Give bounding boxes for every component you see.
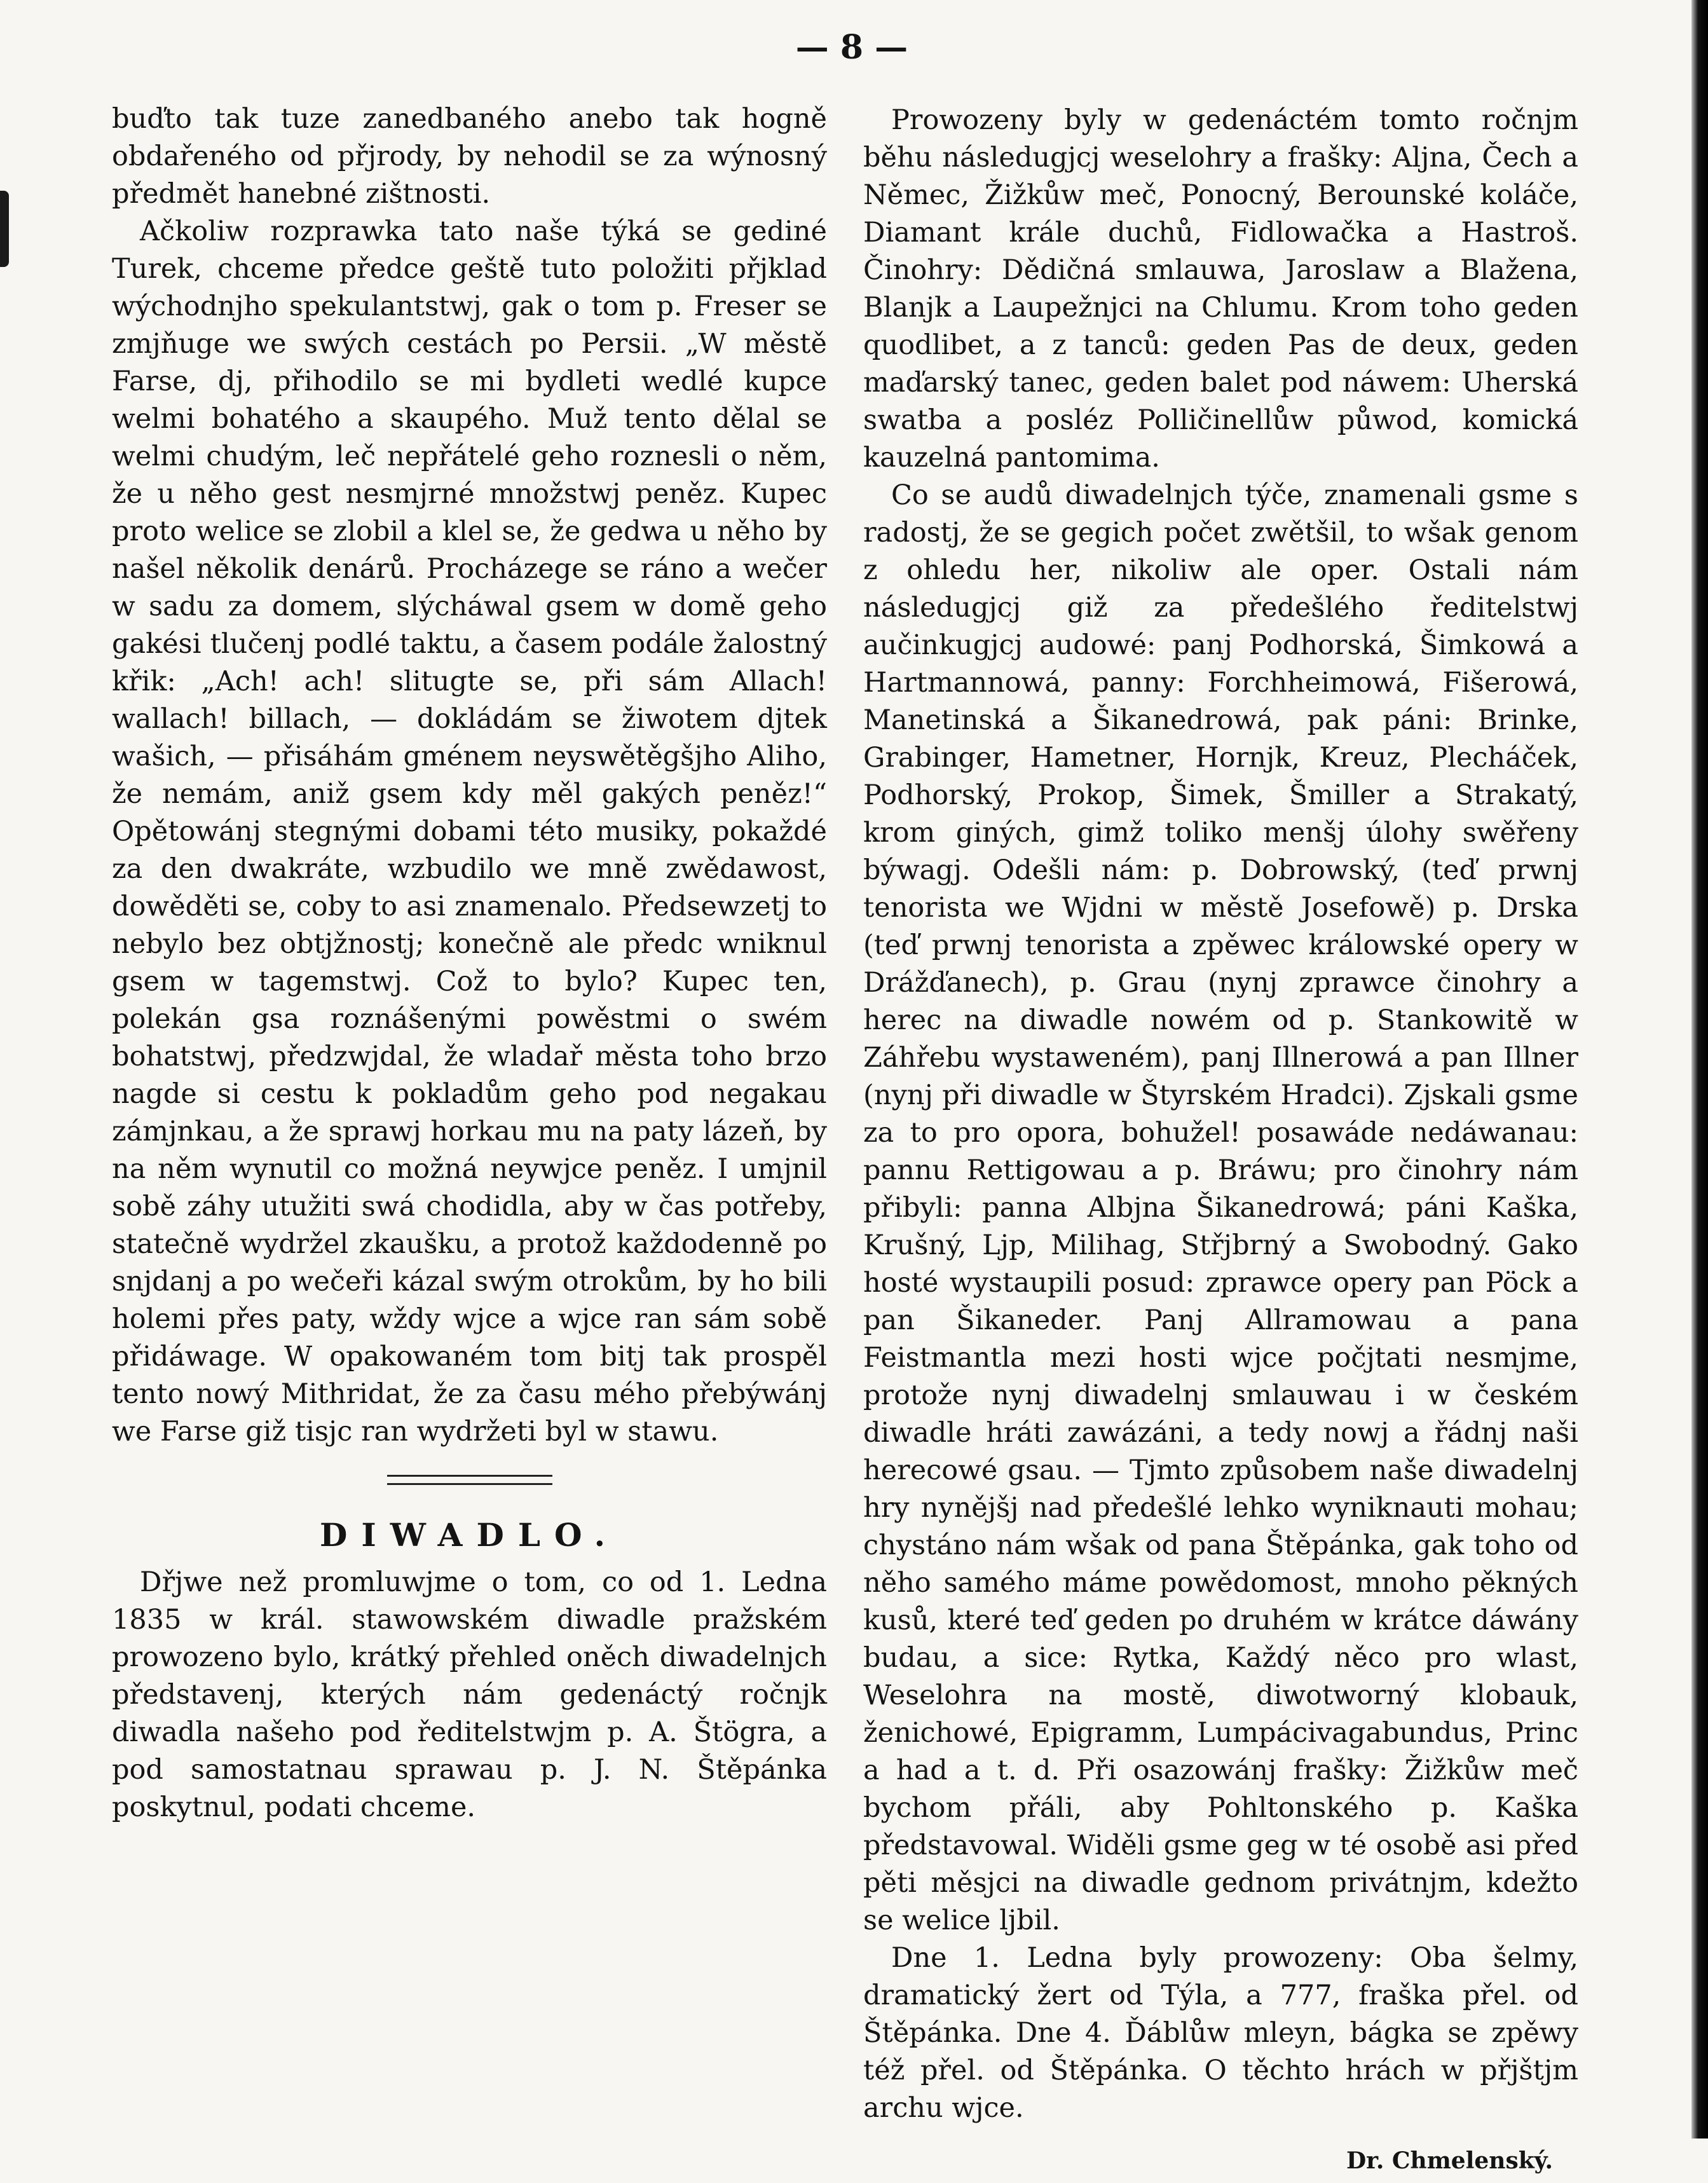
left-paragraph-1: buďto tak tuze zanedbaného anebo tak hogně obdařeného od přjrody, by nehodil se za wýnosný předmět hanebné zištnosti. — [112, 103, 827, 210]
left-column — [112, 100, 827, 1826]
right-paragraph-2: Co se audů diwadelnjch týče, znamenali gsme s radostj, že se gegich počet zwětšil, to wšak genom z ohledu her, nikoliw ale oper. Ostali nám následugjcj giž za předešlého ředitelstwj aučinkugjcj audowé: panj Podhorská, Šimkowá a Hartmannowá, panny: Forchheimowá, Fišerowá, Manetinská a Šikanedrowá, pak páni: Brinke, Grabinger, Hametner, Hornjk, Kreuz, Plecháček, Podhorský, Prokop, Šimek, Šmiller a Strakatý, krom giných, gimž toliko menšj úlohy swěřeny býwagj. Odešli nám: p. Dobrowský, (teď prwnj tenorista we Wjdni w městě Josefowě) p. Drska (teď prwnj tenorista a zpěwec králowské opery w Drážďanech), p. Grau (nynj zprawce činohry a herec na diwadle nowém od p. Stankowitě w Záhřebu wystaweném), panj Illnerowá a pan Illner (nynj při diwadle w Štyrském Hradci). Zjskali gsme za to pro opora, bohužel! posawáde nedáwanau: pannu Rettigowau a p. Bráwu; pro činohry nám přibyli: panna Albjna Šikanedrowá; páni Kaška, Krušný, Ljp, Milihag, Střjbrný a Swobodný. Gako hosté wystaupili posud: zprawce opery pan Pöck a pan Šikaneder. Panj Allramowau a pana Feistmantla mezi hosti wjce počjtati nesmjme, protože nynj diwadelnj smlauwau i w českém diwadle hráti zawázáni, a tedy nowj a řádnj naši herecowé gsau. — Tjmto způsobem naše diwadelnj hry nynějšj nad předešlé lehko wyniknauti mohau; chystáno nám wšak od pana Štěpánka, gak toho od něho samého máme powědomost, mnoho pěkných kusů, které teď geden po druhém w krátce dáwány budau, a sice: Rytka, Každý něco pro wlast, Weselohra na mostě, diwotworný klobauk, ženichowé, Epigramm, Lumpácivagabundus, Princ a had a t. d. Při osazowánj frašky: Žižkůw meč bychom přáli, aby Pohltonského p. Kaška představowal. Widěli gsme geg w té osobě asi před pěti měsjci na diwadle gednom privátnjm, kdežto se welice ljbil. — [863, 479, 1578, 1936]
left-paragraph-2: Ačkoliw rozprawka tato naše týká se gediné Turek, chceme předce geště tuto položiti přjklad wýchodnjho spekulantstwj, gak o tom p. Freser se zmjňuge we swých cestách po Persii. „W městě Farse, dj, přihodilo se mi bydleti wedlé kupce welmi bohatého a skaupého. Muž tento dělal se welmi chudým, leč nepřátelé geho roznesli o něm, že u něho gest nesmjrné množstwj peněz. Kupec proto welice se zlobil a klel se, že gedwa u něho by našel několik denárů. Procházege se ráno a wečer w sadu za domem, slýcháwal gsem w domě geho gakési tlučenj podlé taktu, a časem podále žalostný křik: „Ach! ach! slitugte se, při sám Allach! wallach! billach, — dokládám se žiwotem djtek wašich, — přisáhám gménem neyswětěgšjho Aliho, že nemám, aniž gsem kdy měl gakých peněz!“ Opětowánj stegnými dobami této musiky, pokaždé za den dwakráte, wzbudilo we mně zwědawost, dowěděti se, coby to asi znamenalo. Předsewzetj to nebylo bez obtjžnostj; konečně ale předc wniknul gsem w tagemstwj. Což to bylo? Kupec ten, polekán gsa roznášenými powěstmi o swém bohatstwj, předzwjdal, že wladař města toho brzo nagde si cestu k pokladům geho pod negakau zámjnkau, a že sprawj horkau mu na paty lázeň, by na něm wynutil co možná neywjce peněz. I umjnil sobě záhy utužiti swá chodidla, aby w čas potřeby, statečně wydržel zkaušku, a protož každodenně po snjdanj a po wečeři kázal swým otrokům, by ho bili holemi přes paty, wždy wjce a wjce ran sám sobě přidáwage. W opakowaném tom bitj tak prospěl tento nowý Mithridat, že za času mého přebýwánj we Farse giž tisjc ran wydržeti byl w stawu. — [112, 216, 827, 1447]
scan-edge-shadow — [1691, 0, 1708, 2139]
page-number: — 8 — — [795, 28, 908, 67]
section-divider — [387, 1475, 552, 1485]
right-paragraph-3: Dne 1. Ledna byly prowozeny: Oba šelmy, dramatický žert od Týla, a 777, fraška přel. od Štěpánka. Dne 4. Ďáblůw mleyn, bágka se zpěwy též přel. od Štěpánka. O těchto hrách w přjštjm archu wjce. — [863, 1942, 1578, 2124]
right-paragraph-1: Prowozeny byly w gedenáctém tomto ročnjm běhu následugjcj weselohry a frašky: Aljna, Čech a Němec, Žižkůw meč, Ponocný, Berounské koláče, Diamant krále duchů, Fidlowačka a Hastroš. Činohry: Dědičná smlauwa, Jaroslaw a Blažena, Blanjk a Laupežnjci na Chlumu. Krom toho geden quodlibet, a z tanců: geden Pas de deux, geden maďarský tanec, geden balet pod náwem: Uherská swatba a posléz Polličinellůw půwod, komická kauzelná pantomima. — [863, 104, 1578, 474]
author-signature: Dr. Chmelenský. — [1346, 2147, 1553, 2174]
diwadlo-paragraph: Dřjwe než promluwjme o tom, co od 1. Ledna 1835 w král. stawowském diwadle pražském prowozeno bylo, krátký přehled oněch diwadelnjch představenj, kterých nám gedenáctý ročnjk diwadla našeho pod ředitelstwjm p. A. Štögra, a pod samostatnau sprawau p. J. N. Štěpánka poskytnul, podati chceme. — [112, 1566, 827, 1823]
right-column — [863, 102, 1578, 2183]
section-heading-diwadlo: DIWADLO. — [319, 1516, 620, 1554]
scan-edge-blot — [0, 191, 9, 267]
